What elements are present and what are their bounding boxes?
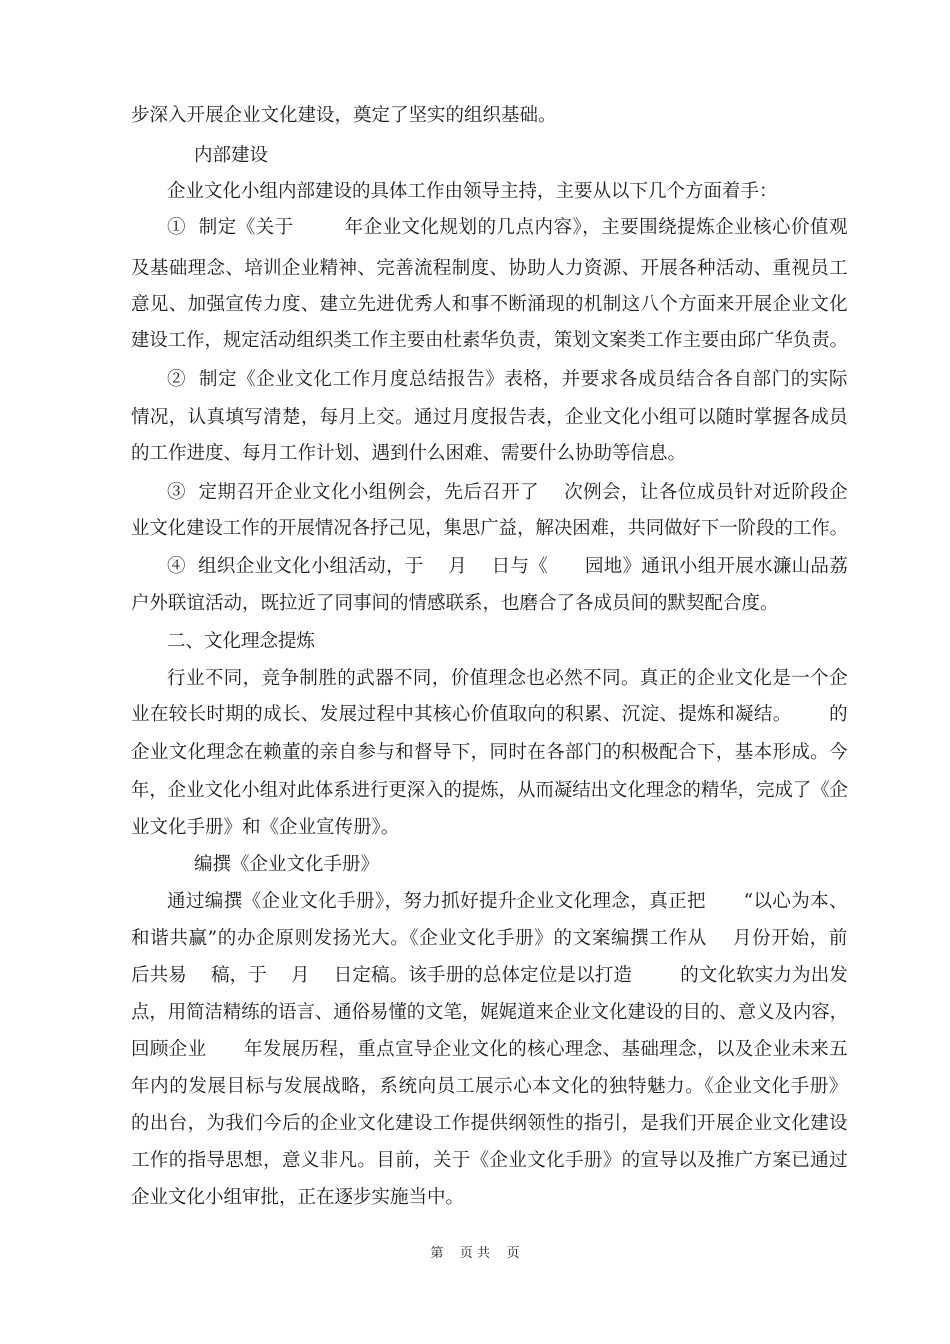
paragraph-line: 通过编撰《企业文化手册》，努力抓好提升企业文化理念，真正把 “以心为本、: [167, 891, 848, 912]
paragraph-line: 点，用简洁精练的语言、通俗易懂的文笔，娓娓道来企业文化建设的目的、意义及内容，: [131, 1002, 848, 1023]
paragraph-line: 业在较长时期的成长、发展过程中其核心价值取向的积累、沉淀、提炼和凝结。 的: [131, 704, 848, 725]
paragraph-line: 业文化手册》和《企业宣传册》。: [131, 817, 400, 838]
paragraph-line: 行业不同，竞争制胜的武器不同，价值理念也必然不同。真正的企业文化是一个企: [167, 668, 848, 689]
list-item-4-line: 户外联谊活动，既拉近了同事间的情感联系，也磨合了各成员间的默契配合度。: [131, 593, 779, 614]
paragraph-line: 的出台，为我们今后的企业文化建设工作提供纲领性的指引，是我们开展企业文化建设: [131, 1113, 848, 1134]
list-item-2-line: 的工作进度、每月工作计划、遇到什么困难、需要什么协助等信息。: [131, 443, 687, 464]
paragraph-line: 年内的发展目标与发展战略，系统向员工展示心本文化的独特魅力。《企业文化手册》: [131, 1076, 848, 1097]
paragraph-line: 工作的指导思想，意义非凡。目前，关于《企业文化手册》的宣导以及推广方案已通过: [131, 1150, 848, 1171]
paragraph-line: 年，企业文化小组对此体系进行更深入的提炼，从而凝结出文化理念的精华，完成了《企: [131, 780, 848, 801]
list-item-3-line: ③ 定期召开企业文化小组例会，先后召开了 次例会，让各位成员针对近阶段企: [167, 482, 848, 503]
paragraph-line: 和谐共赢”的办企原则发扬光大。《企业文化手册》的文案编撰工作从 月份开始，前: [131, 928, 848, 949]
list-item-3-line: 业文化建设工作的开展情况各抒己见，集思广益，解决困难，共同做好下一阶段的工作。: [131, 518, 848, 539]
paragraph-line: 企业文化理念在赖董的亲自参与和督导下，同时在各部门的积极配合下，基本形成。今: [131, 742, 848, 763]
page-number-footer: 第 页 共 页: [430, 1246, 520, 1261]
paragraph-line: 后共易 稿，于 月 日定稿。该手册的总体定位是以打造 的文化软实力为出发: [131, 965, 848, 986]
paragraph-line: 企业文化小组内部建设的具体工作由领导主持，主要从以下几个方面着手：: [167, 181, 778, 202]
section-subheading-culture-handbook: 编撰《企业文化手册》: [194, 854, 380, 875]
list-item-1-line: ① 制定《关于 年企业文化规划的几点内容》，主要围绕提炼企业核心价值观: [167, 217, 848, 238]
section-heading-culture-concept: 二、文化理念提炼: [167, 631, 316, 652]
list-item-4-line: ④ 组织企业文化小组活动，于 月 日与《 园地》通讯小组开展水濂山品荔: [167, 556, 848, 577]
list-item-1-line: 及基础理念、培训企业精神、完善流程制度、协助人力资源、开展各种活动、重视员工: [131, 258, 848, 279]
paragraph-line: 步深入开展企业文化建设，奠定了坚实的组织基础。: [131, 105, 557, 126]
list-item-2-line: ② 制定《企业文化工作月度总结报告》表格，并要求各成员结合各自部门的实际: [167, 369, 848, 390]
section-subheading-internal-construction: 内部建设: [194, 145, 269, 166]
paragraph-line: 企业文化小组审批，正在逐步实施当中。: [131, 1187, 465, 1208]
paragraph-line: 回顾企业 年发展历程，重点宣导企业文化的核心理念、基础理念，以及企业未来五: [131, 1039, 848, 1060]
list-item-1-line: 意见、加强宣传力度、建立先进优秀人和事不断涌现的机制这八个方面来开展企业文化: [131, 294, 848, 315]
list-item-1-line: 建设工作，规定活动组织类工作主要由杜素华负责，策划文案类工作主要由邱广华负责。: [131, 330, 848, 351]
list-item-2-line: 情况，认真填写清楚，每月上交。通过月度报告表，企业文化小组可以随时掌握各成员: [131, 407, 848, 428]
